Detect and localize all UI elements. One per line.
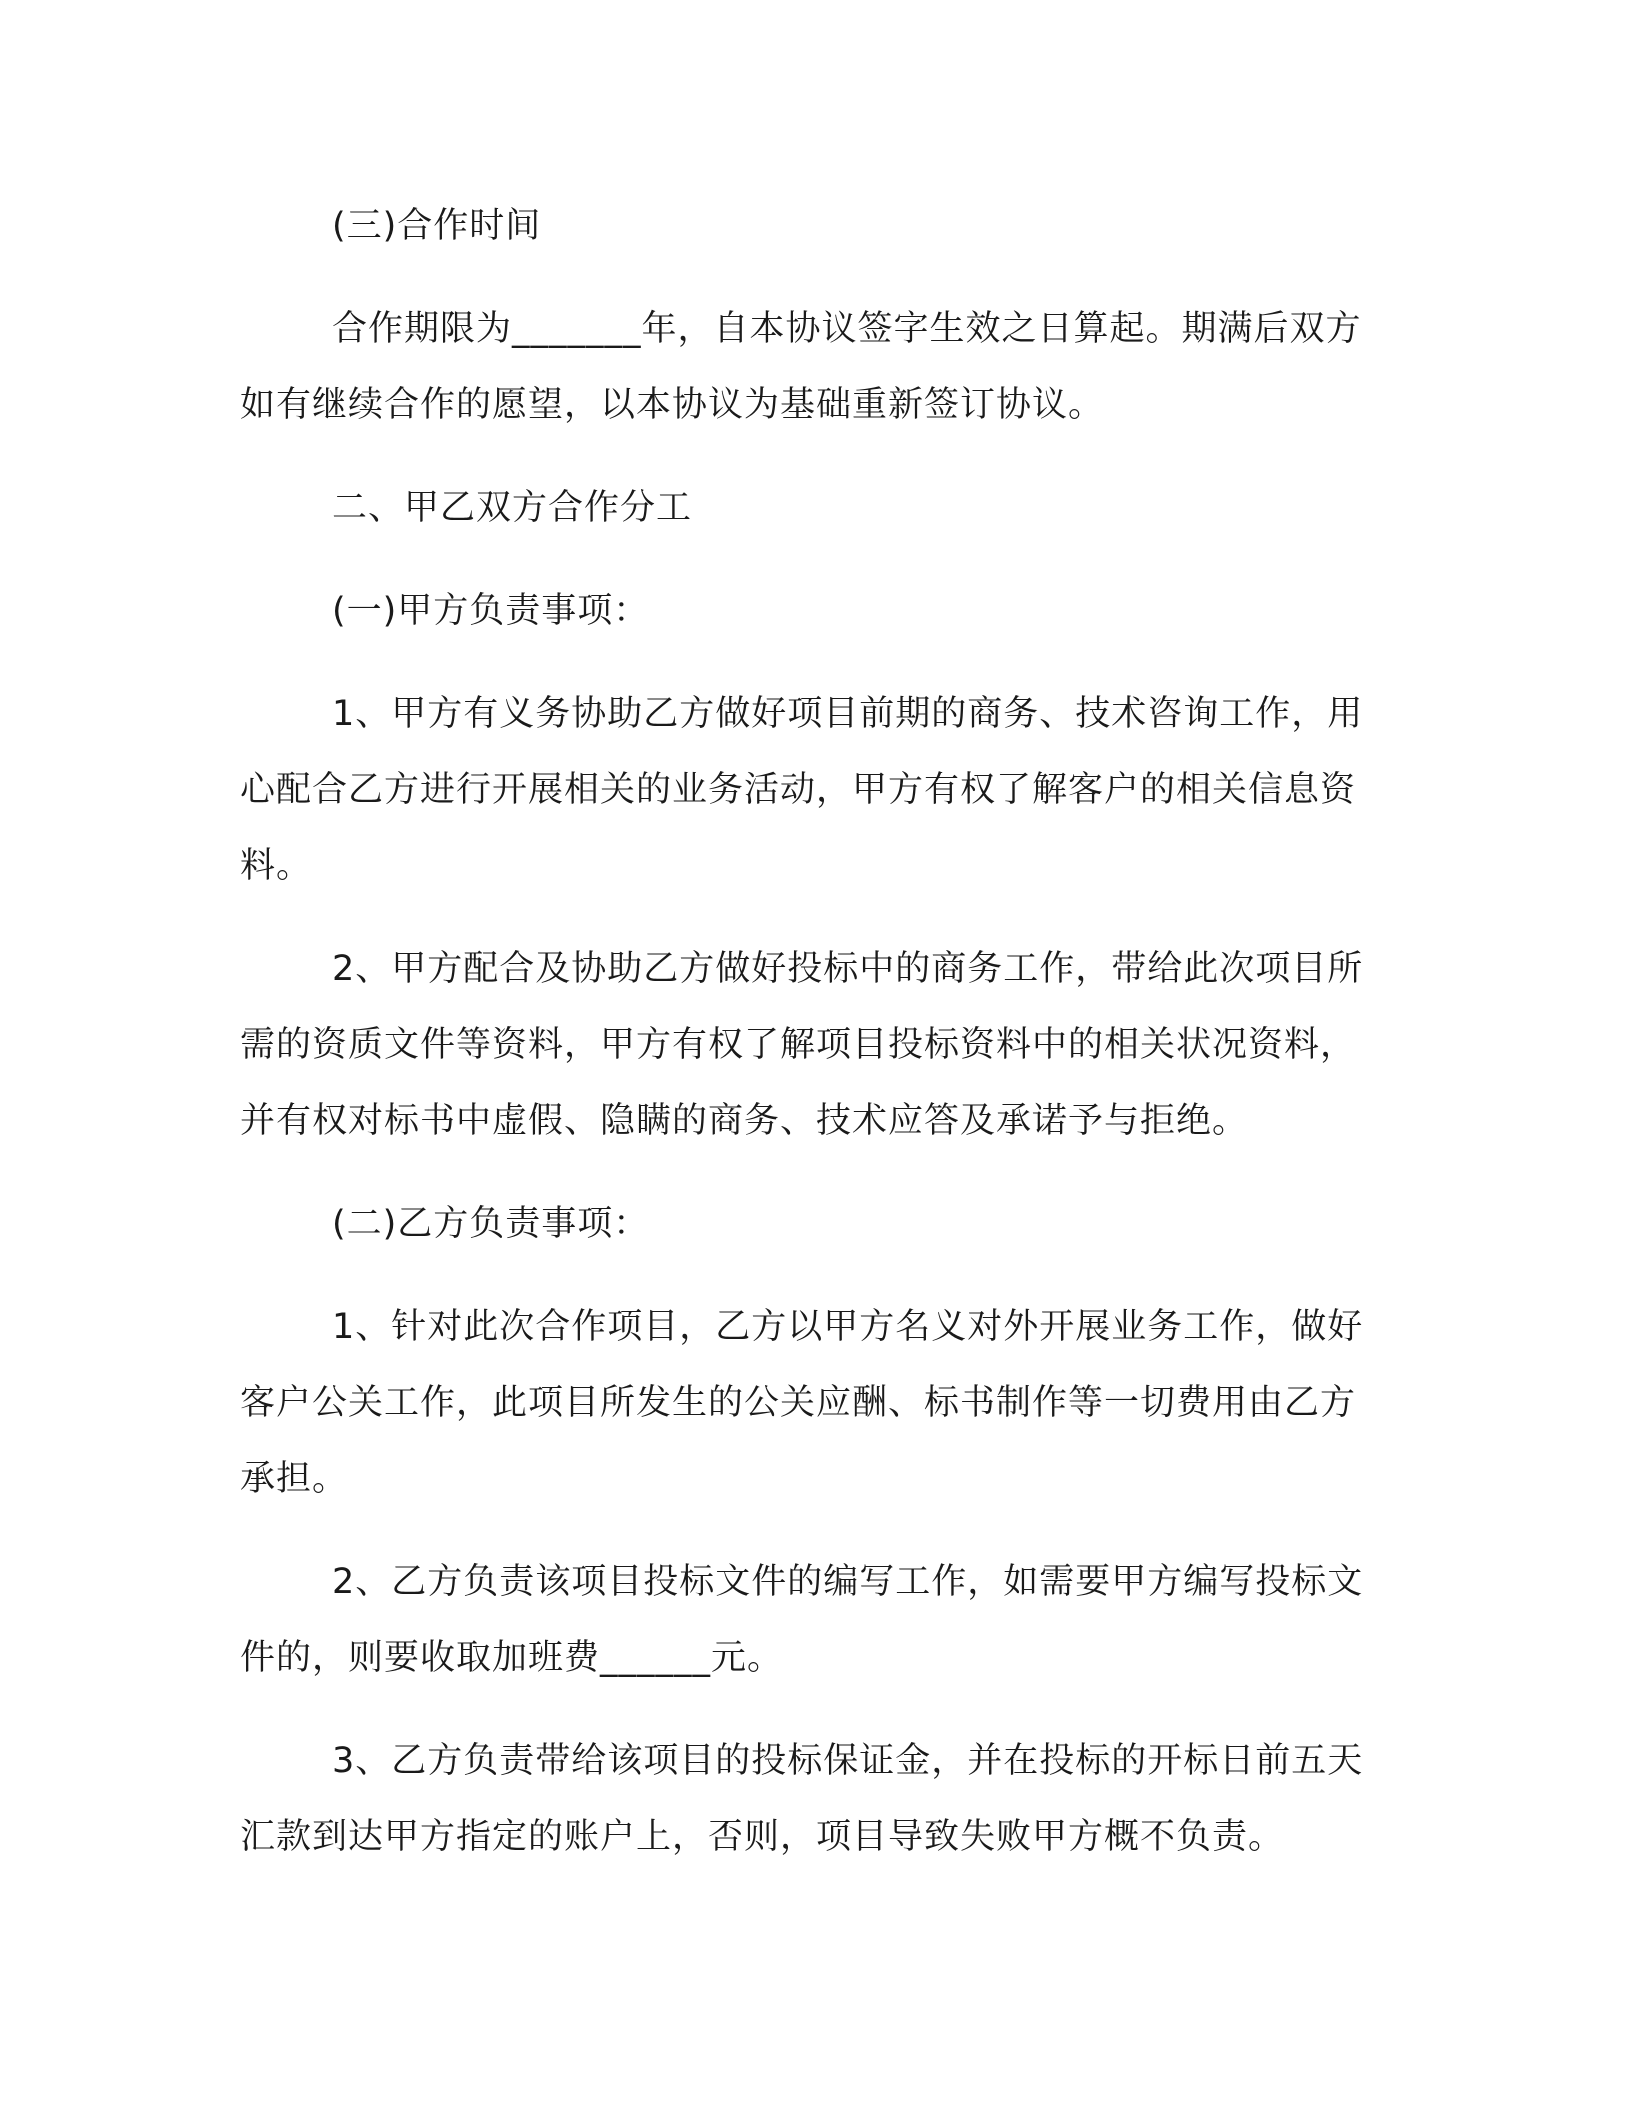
paragraph-party-b-item-1: 1、针对此次合作项目，乙方以甲方名义对外开展业务工作，做好客户公关工作，此项目所发生的公关应酬、标书制作等一切费用由乙方承担。 xyxy=(240,1307,1364,1499)
paragraph-cooperation-term: 合作期限为_______年，自本协议签字生效之日算起。期满后双方如有继续合作的愿望，以本协议为基础重新签订协议。 xyxy=(240,309,1362,425)
paragraph-party-a-item-1: 1、甲方有义务协助乙方做好项目前期的商务、技术咨询工作，用心配合乙方进行开展相关的业务活动，甲方有权了解客户的相关信息资料。 xyxy=(240,694,1364,886)
section-heading-division-of-work: 二、甲乙双方合作分工 xyxy=(332,488,693,528)
paragraph-party-b-item-2: 2、乙方负责该项目投标文件的编写工作，如需要甲方编写投标文件的，则要收取加班费______元。 xyxy=(240,1562,1364,1678)
section-heading-cooperation-time: (三)合作时间 xyxy=(332,206,542,246)
subsection-heading-party-a: (一)甲方负责事项： xyxy=(332,591,650,631)
paragraph-party-a-item-2: 2、甲方配合及协助乙方做好投标中的商务工作，带给此次项目所需的资质文件等资料，甲方有权了解项目投标资料中的相关状况资料，并有权对标书中虚假、隐瞒的商务、技术应答及承诺予与拒绝。 xyxy=(240,949,1364,1141)
document-body xyxy=(240,188,1365,1875)
paragraph-party-b-item-3: 3、乙方负责带给该项目的投标保证金，并在投标的开标日前五天汇款到达甲方指定的账户上，否则，项目导致失败甲方概不负责。 xyxy=(240,1741,1364,1857)
subsection-heading-party-b: (二)乙方负责事项： xyxy=(332,1204,650,1244)
